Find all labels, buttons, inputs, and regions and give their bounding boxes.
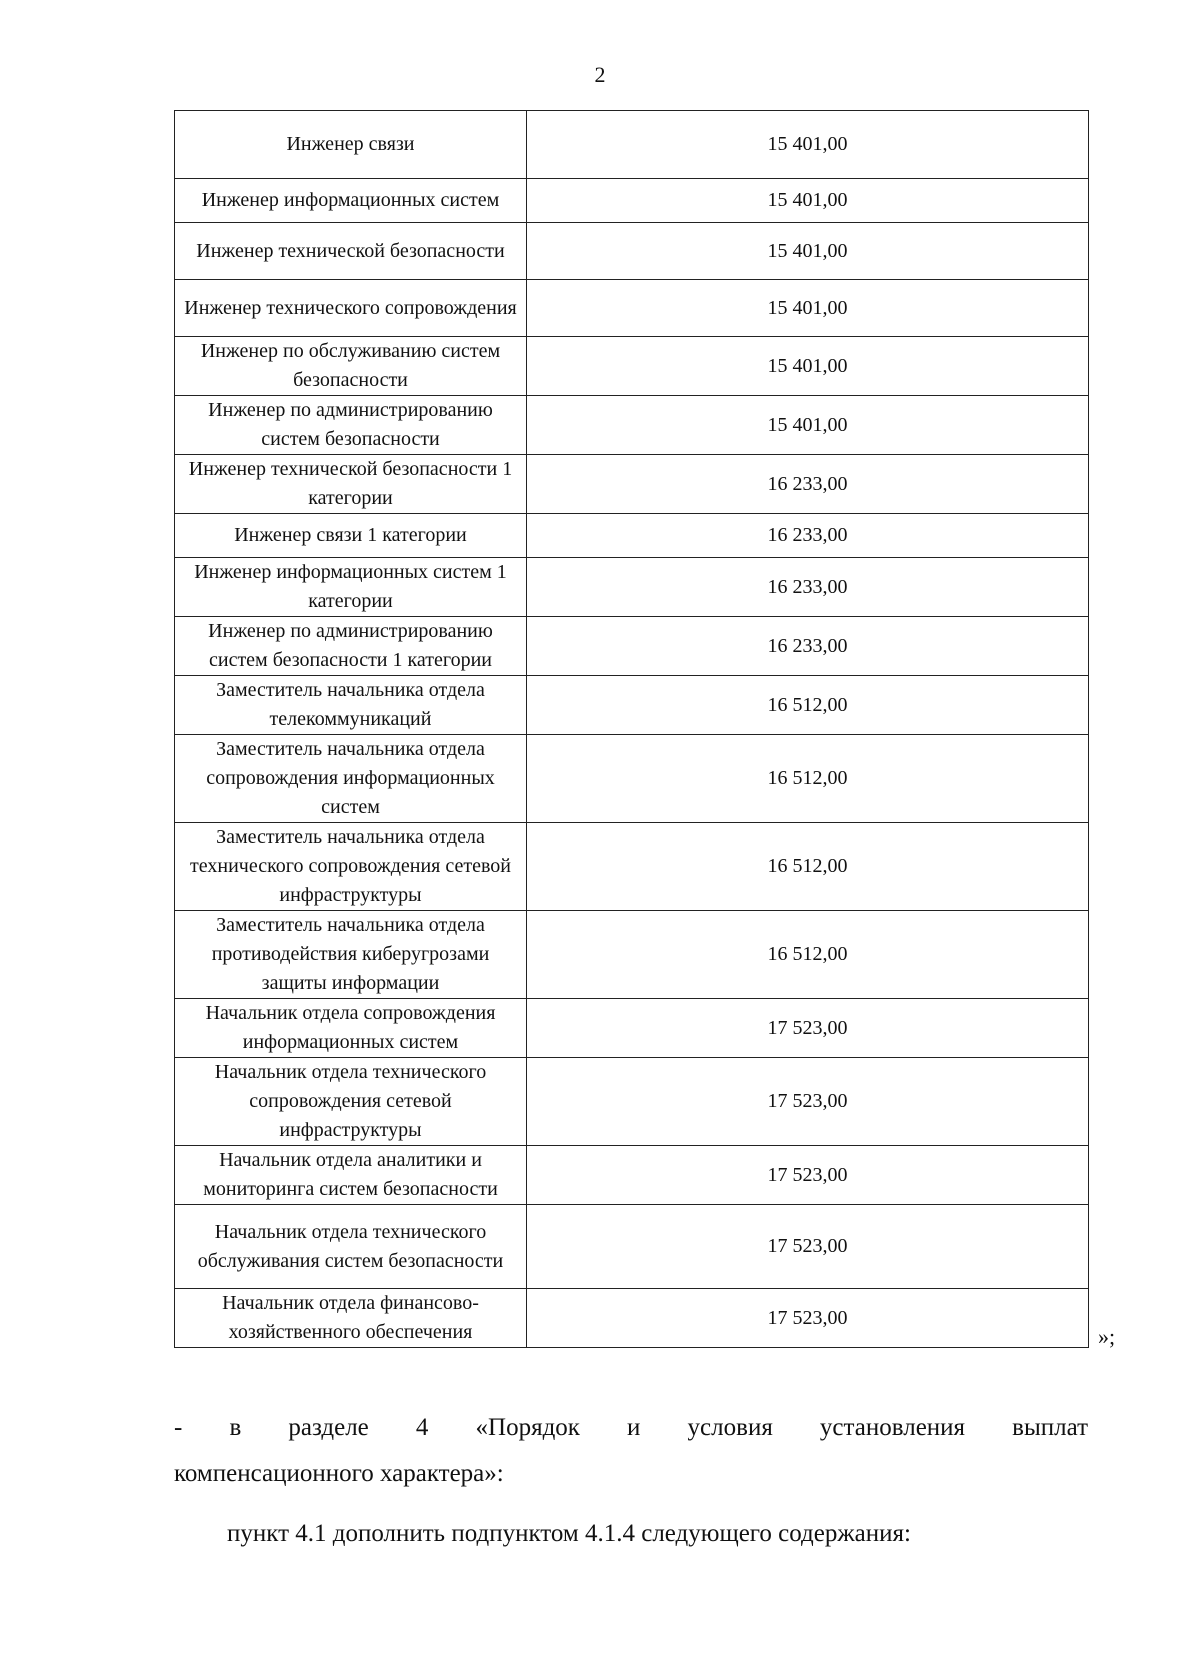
- position-cell: Инженер технического сопровождения: [175, 280, 527, 337]
- position-cell: Заместитель начальника отдела противодействия киберугрозами защиты информации: [175, 911, 527, 999]
- salary-cell: 17 523,00: [527, 1146, 1089, 1205]
- salary-cell: 16 233,00: [527, 514, 1089, 558]
- table-row: [175, 111, 1089, 179]
- table-row: [175, 223, 1089, 280]
- closing-quote: »;: [1098, 1324, 1116, 1349]
- salary-cell: 15 401,00: [527, 337, 1089, 396]
- position-cell: Инженер связи: [175, 111, 527, 179]
- table-row: [175, 911, 1089, 999]
- position-cell: Заместитель начальника отдела телекоммуникаций: [175, 676, 527, 735]
- salary-cell: 16 233,00: [527, 455, 1089, 514]
- table-row: [175, 676, 1089, 735]
- table-row: [175, 1205, 1089, 1289]
- salary-table-body: [175, 111, 1089, 1348]
- table-row: [175, 1289, 1089, 1348]
- salary-cell: 17 523,00: [527, 1058, 1089, 1146]
- salary-cell: 16 512,00: [527, 676, 1089, 735]
- table-row: [175, 396, 1089, 455]
- salary-cell: 15 401,00: [527, 223, 1089, 280]
- salary-cell: 16 233,00: [527, 558, 1089, 617]
- table-row: [175, 1058, 1089, 1146]
- table-row: [175, 558, 1089, 617]
- salary-cell: 15 401,00: [527, 280, 1089, 337]
- table-row: [175, 999, 1089, 1058]
- table-row: [175, 455, 1089, 514]
- position-cell: Инженер технической безопасности 1 категории: [175, 455, 527, 514]
- salary-cell: 16 512,00: [527, 735, 1089, 823]
- paragraph-item-4-1: пункт 4.1 дополнить подпунктом 4.1.4 следующего содержания:: [227, 1520, 911, 1547]
- position-cell: Инженер по администрированию систем безопасности 1 категории: [175, 617, 527, 676]
- position-cell: Инженер информационных систем: [175, 179, 527, 223]
- paragraph-section-4: - в разделе 4 «Порядок и условия установления выплат: [174, 1414, 1088, 1441]
- position-cell: Начальник отдела финансово-хозяйственного обеспечения: [175, 1289, 527, 1348]
- position-cell: Инженер связи 1 категории: [175, 514, 527, 558]
- table-row: [175, 823, 1089, 911]
- position-cell: Инженер информационных систем 1 категории: [175, 558, 527, 617]
- salary-cell: 16 512,00: [527, 823, 1089, 911]
- table-row: [175, 617, 1089, 676]
- table-row: [175, 514, 1089, 558]
- position-cell: Инженер по администрированию систем безопасности: [175, 396, 527, 455]
- position-cell: Начальник отдела технического обслуживания систем безопасности: [175, 1205, 527, 1289]
- salary-cell: 16 512,00: [527, 911, 1089, 999]
- paragraph-section-4-continued: компенсационного характера»:: [174, 1460, 504, 1487]
- page-number: 2: [594, 62, 606, 87]
- table-row: [175, 337, 1089, 396]
- salary-cell: 17 523,00: [527, 1205, 1089, 1289]
- table-row: [175, 179, 1089, 223]
- position-cell: Начальник отдела аналитики и мониторинга систем безопасности: [175, 1146, 527, 1205]
- salary-cell: 15 401,00: [527, 396, 1089, 455]
- position-cell: Заместитель начальника отдела технического сопровождения сетевой инфраструктуры: [175, 823, 527, 911]
- table-row: [175, 735, 1089, 823]
- position-cell: Начальник отдела сопровождения информационных систем: [175, 999, 527, 1058]
- table-row: [175, 280, 1089, 337]
- salary-table: [174, 110, 1089, 1348]
- position-cell: Начальник отдела технического сопровождения сетевой инфраструктуры: [175, 1058, 527, 1146]
- salary-cell: 17 523,00: [527, 1289, 1089, 1348]
- salary-cell: 15 401,00: [527, 111, 1089, 179]
- position-cell: Заместитель начальника отдела сопровождения информационных систем: [175, 735, 527, 823]
- table-row: [175, 1146, 1089, 1205]
- salary-cell: 17 523,00: [527, 999, 1089, 1058]
- position-cell: Инженер по обслуживанию систем безопасности: [175, 337, 527, 396]
- position-cell: Инженер технической безопасности: [175, 223, 527, 280]
- salary-cell: 15 401,00: [527, 179, 1089, 223]
- salary-cell: 16 233,00: [527, 617, 1089, 676]
